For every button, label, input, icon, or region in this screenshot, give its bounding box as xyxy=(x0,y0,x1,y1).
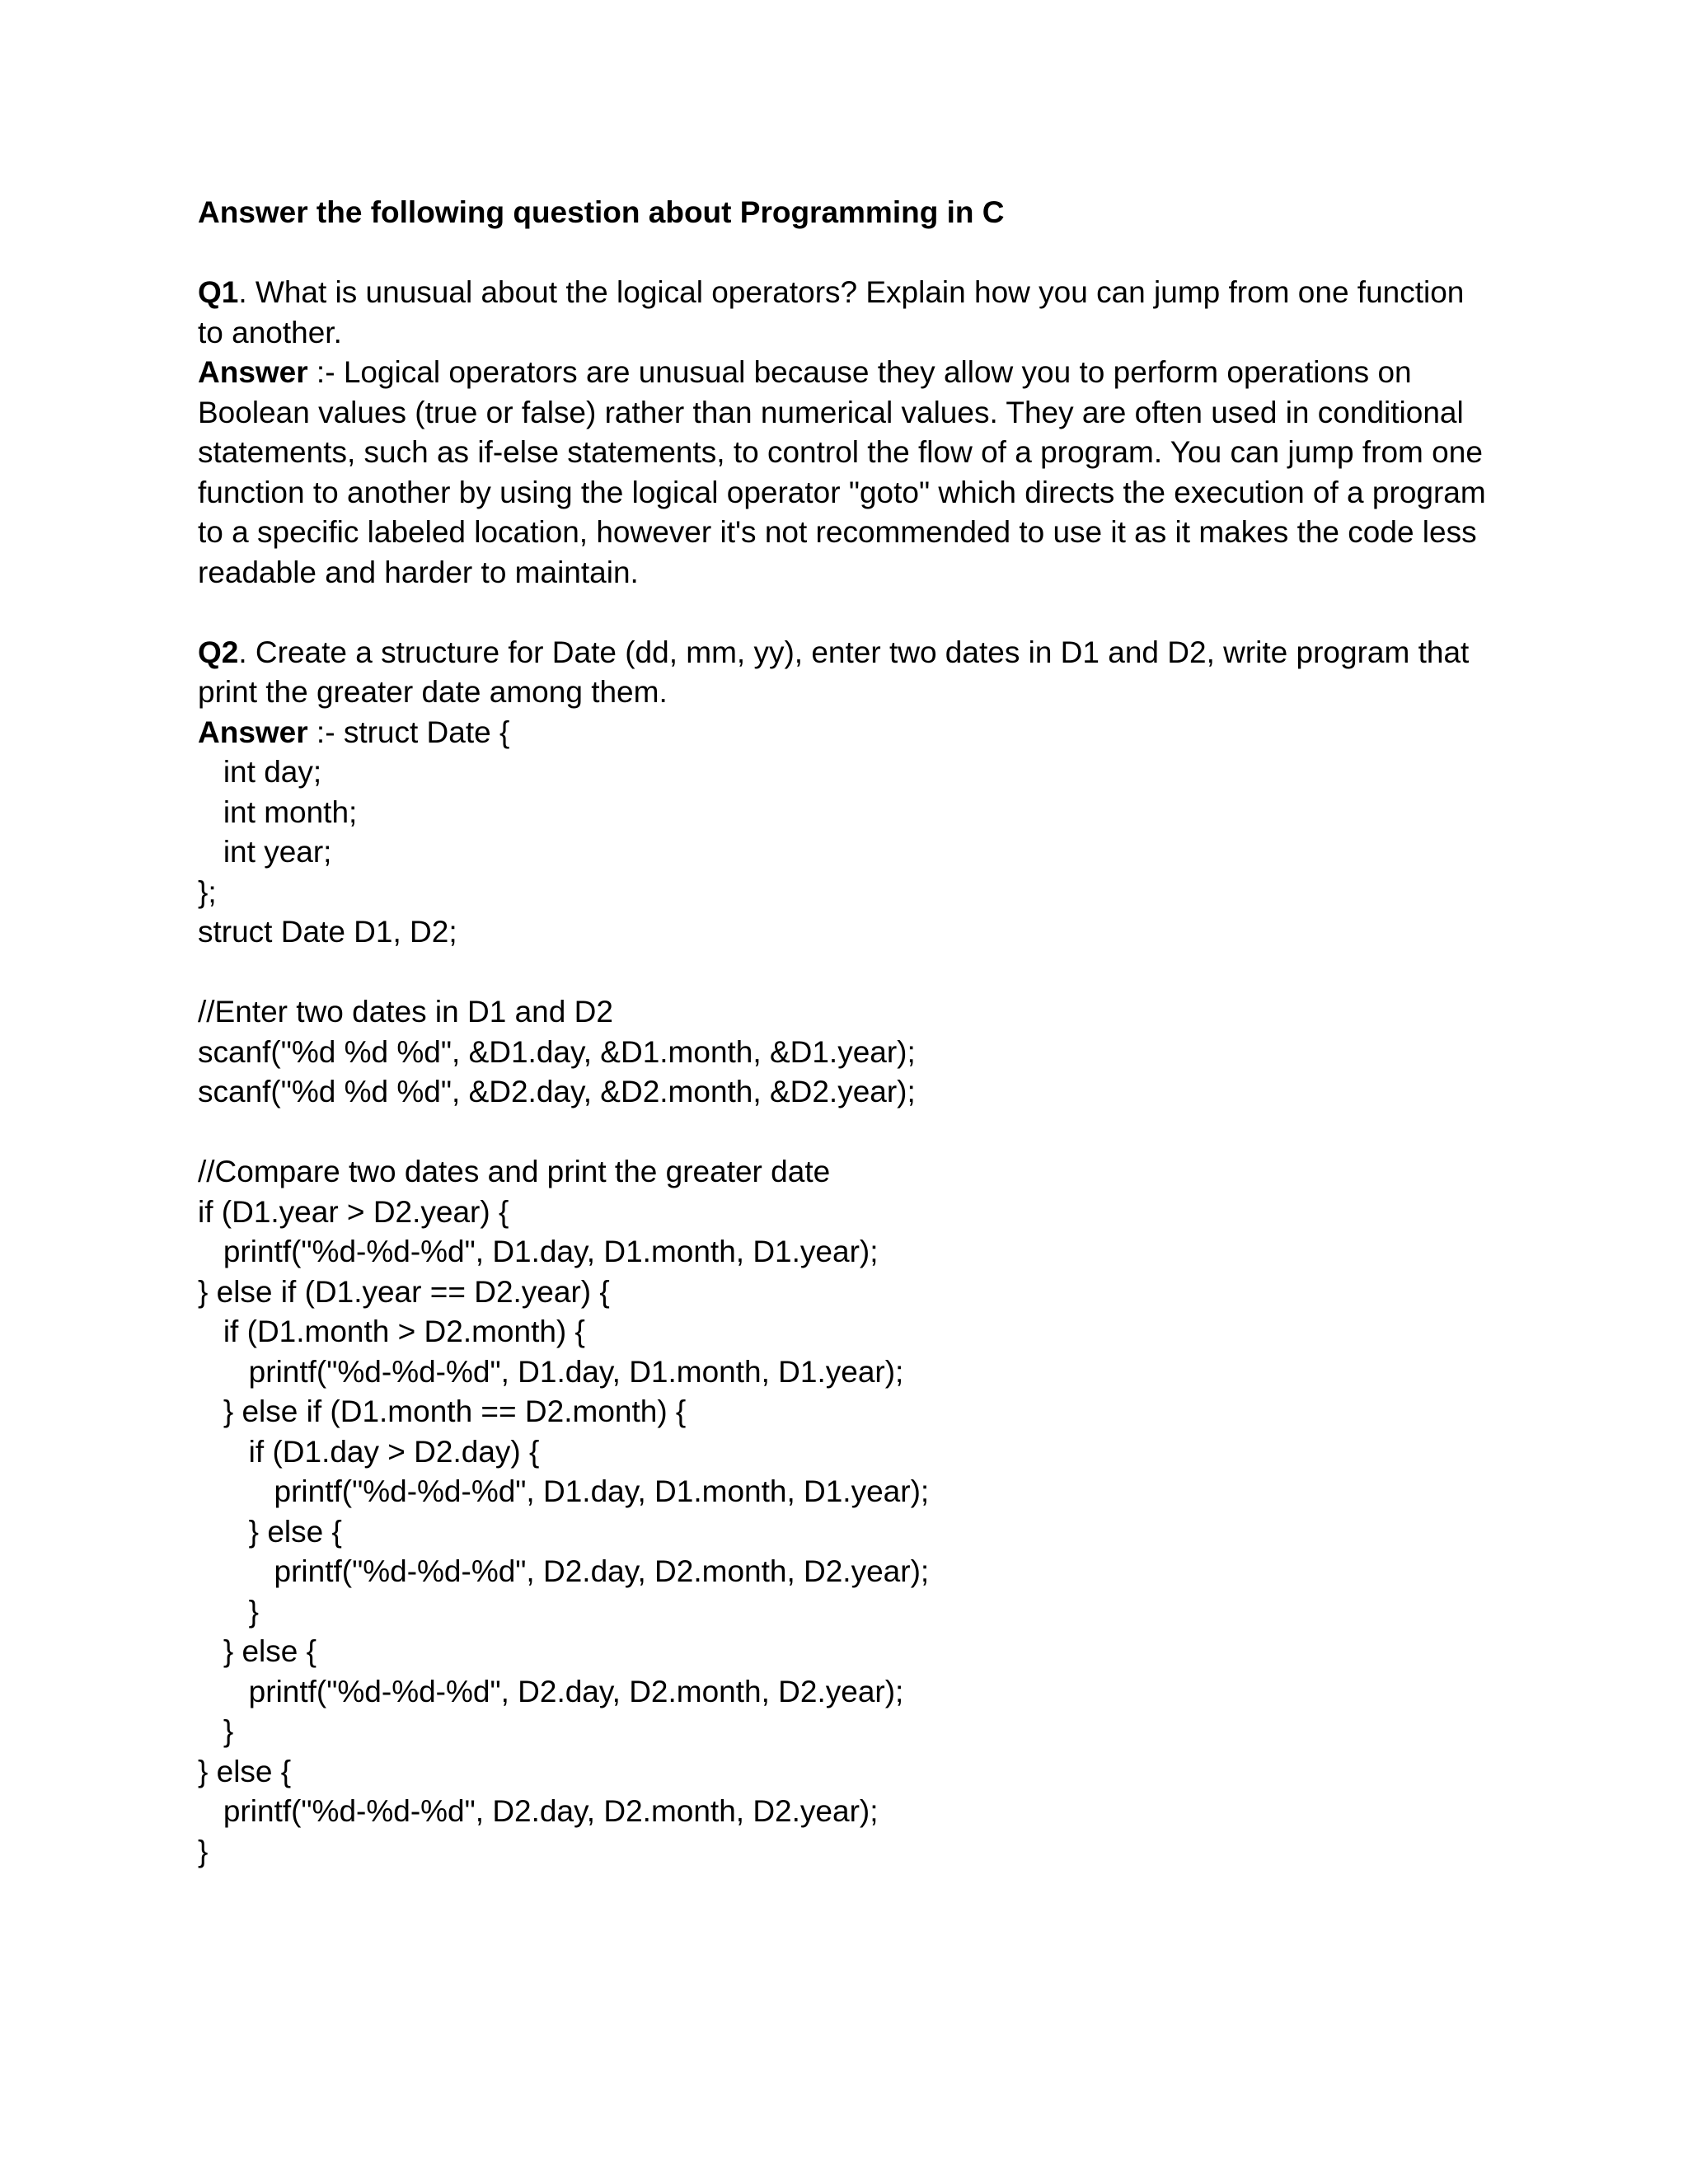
code-line: if (D1.day > D2.day) { xyxy=(198,1434,540,1469)
document-content xyxy=(198,193,1490,1912)
code-line: printf("%d-%d-%d", D2.day, D2.month, D2.year); xyxy=(198,1794,879,1828)
answer-2-code-block xyxy=(198,752,1490,1872)
code-line: scanf("%d %d %d", &D2.day, &D2.month, &D2.year); xyxy=(198,1075,916,1108)
code-line: if (D1.month > D2.month) { xyxy=(198,1315,585,1348)
document-title: Answer the following question about Programming in C xyxy=(198,195,1005,229)
code-line: } else { xyxy=(198,1754,292,1788)
code-line: } else { xyxy=(198,1514,342,1549)
answer-1-label: Answer xyxy=(198,355,308,389)
code-line: printf("%d-%d-%d", D2.day, D2.month, D2.year); xyxy=(198,1674,904,1708)
code-line: struct Date D1, D2; xyxy=(198,915,457,949)
question-2-text: . Create a structure for Date (dd, mm, yy), enter two dates in D1 and D2, write program that print the greater date among them. xyxy=(198,635,1470,709)
code-line: //Compare two dates and print the greater date xyxy=(198,1155,831,1188)
code-line: } else if (D1.year == D2.year) { xyxy=(198,1274,610,1309)
code-line: int year; xyxy=(198,835,332,869)
question-1-section xyxy=(198,273,1490,593)
code-line: printf("%d-%d-%d", D1.day, D1.month, D1.year); xyxy=(198,1235,879,1268)
code-line: scanf("%d %d %d", &D1.day, &D1.month, &D1.year); xyxy=(198,1034,916,1069)
code-line: } else if (D1.month == D2.month) { xyxy=(198,1394,687,1428)
code-line: if (D1.year > D2.year) { xyxy=(198,1194,509,1229)
question-2 xyxy=(198,633,1490,713)
answer-2-label: Answer xyxy=(198,715,308,749)
answer-1-text: :- Logical operators are unusual because they allow you to perform operations on Boolean values (true or false) rather than numerical values. They are often used in conditional statements, such as if-else statements, to control the flow of a program. You can jump from one function to another by using the logical operator "goto" which directs the execution of a program to a specific labeled location, however it's not recommended to use it as it makes the code less readable and harder to maintain. xyxy=(198,355,1486,589)
question-1-label: Q1 xyxy=(198,275,239,309)
code-line xyxy=(198,953,1490,993)
answer-2-first-line xyxy=(198,713,1490,753)
code-line xyxy=(198,1113,1490,1153)
code-line: printf("%d-%d-%d", D1.day, D1.month, D1.year); xyxy=(198,1354,904,1389)
question-2-section xyxy=(198,633,1490,1872)
code-line: } xyxy=(198,1834,209,1868)
code-line: }; xyxy=(198,874,217,909)
question-1 xyxy=(198,273,1490,353)
answer-2-code-start: :- struct Date { xyxy=(307,715,510,749)
code-line: } xyxy=(198,1714,234,1748)
answer-1 xyxy=(198,353,1490,593)
question-2-label: Q2 xyxy=(198,635,239,669)
code-line: } xyxy=(198,1594,260,1629)
code-line: } else { xyxy=(198,1634,316,1668)
code-line: int day; xyxy=(198,755,322,789)
question-1-text: . What is unusual about the logical operators? Explain how you can jump from one function to another. xyxy=(198,275,1465,349)
code-line: int month; xyxy=(198,794,358,829)
code-line: printf("%d-%d-%d", D1.day, D1.month, D1.year); xyxy=(198,1474,930,1508)
code-line: printf("%d-%d-%d", D2.day, D2.month, D2.year); xyxy=(198,1554,930,1588)
code-line: //Enter two dates in D1 and D2 xyxy=(198,995,613,1029)
